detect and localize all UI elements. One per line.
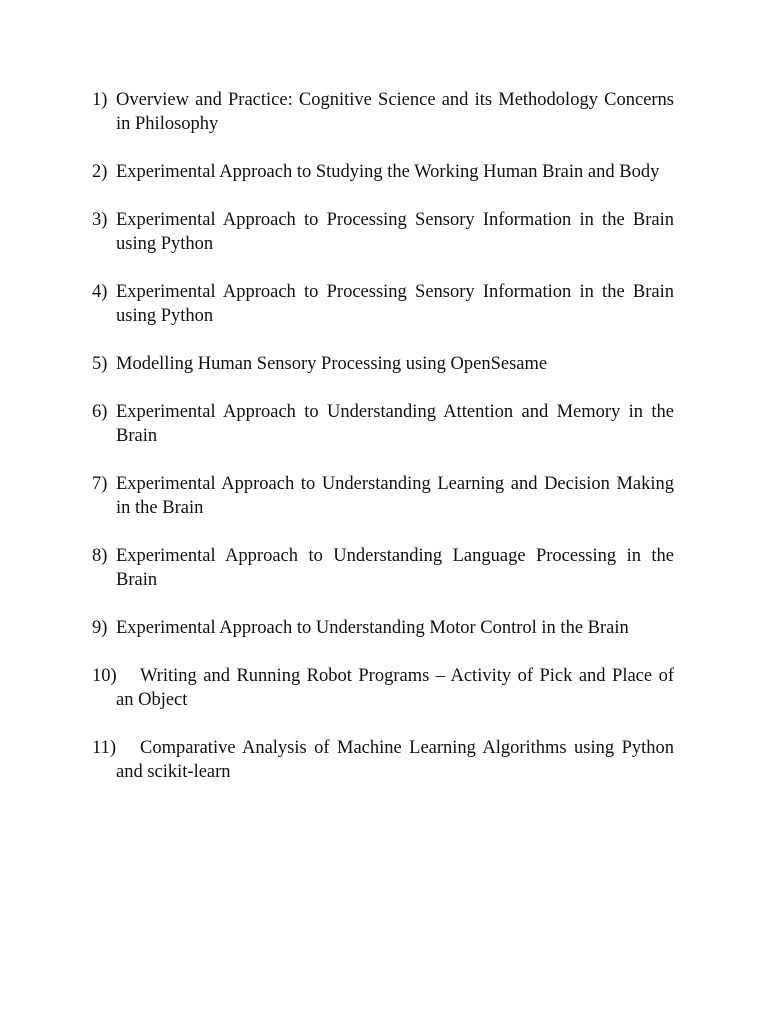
list-item-number: 9) [92,618,108,638]
list-item [92,88,674,136]
list-item-number: 4) [92,282,108,302]
list-item-number: 5) [92,354,108,374]
list-item-text: Experimental Approach to Processing Sensory Information in the Brain using Python [116,210,674,254]
list-item [92,616,674,640]
list-item [92,208,674,256]
topic-list [92,88,674,808]
list-item [92,472,674,520]
list-item-number: 6) [92,402,108,422]
list-item [92,664,674,712]
list-item-number: 11) [92,738,116,758]
list-item [92,352,674,376]
list-item-text: Experimental Approach to Studying the Working Human Brain and Body [116,162,660,182]
list-item [92,400,674,448]
list-item [92,544,674,592]
list-item-text: Experimental Approach to Understanding Language Processing in the Brain [116,546,674,590]
list-item-number: 1) [92,90,108,110]
list-item-number: 3) [92,210,108,230]
list-item [92,280,674,328]
list-item-text: Experimental Approach to Processing Sensory Information in the Brain using Python [116,282,674,326]
list-item-number: 10) [92,666,117,686]
list-item-text: Overview and Practice: Cognitive Science and its Methodology Concerns in Philosophy [116,90,674,134]
list-item-number: 7) [92,474,108,494]
list-item [92,160,674,184]
list-item [92,736,674,784]
list-item-text: Experimental Approach to Understanding Motor Control in the Brain [116,618,629,638]
list-item-number: 8) [92,546,108,566]
list-item-text: Experimental Approach to Understanding Learning and Decision Making in the Brain [116,474,674,518]
list-item-text: Comparative Analysis of Machine Learning Algorithms using Python and scikit-learn [116,738,674,782]
list-item-text: Writing and Running Robot Programs – Activity of Pick and Place of an Object [116,666,674,710]
list-item-text: Experimental Approach to Understanding Attention and Memory in the Brain [116,402,674,446]
list-item-text: Modelling Human Sensory Processing using OpenSesame [116,354,548,374]
list-item-number: 2) [92,162,108,182]
